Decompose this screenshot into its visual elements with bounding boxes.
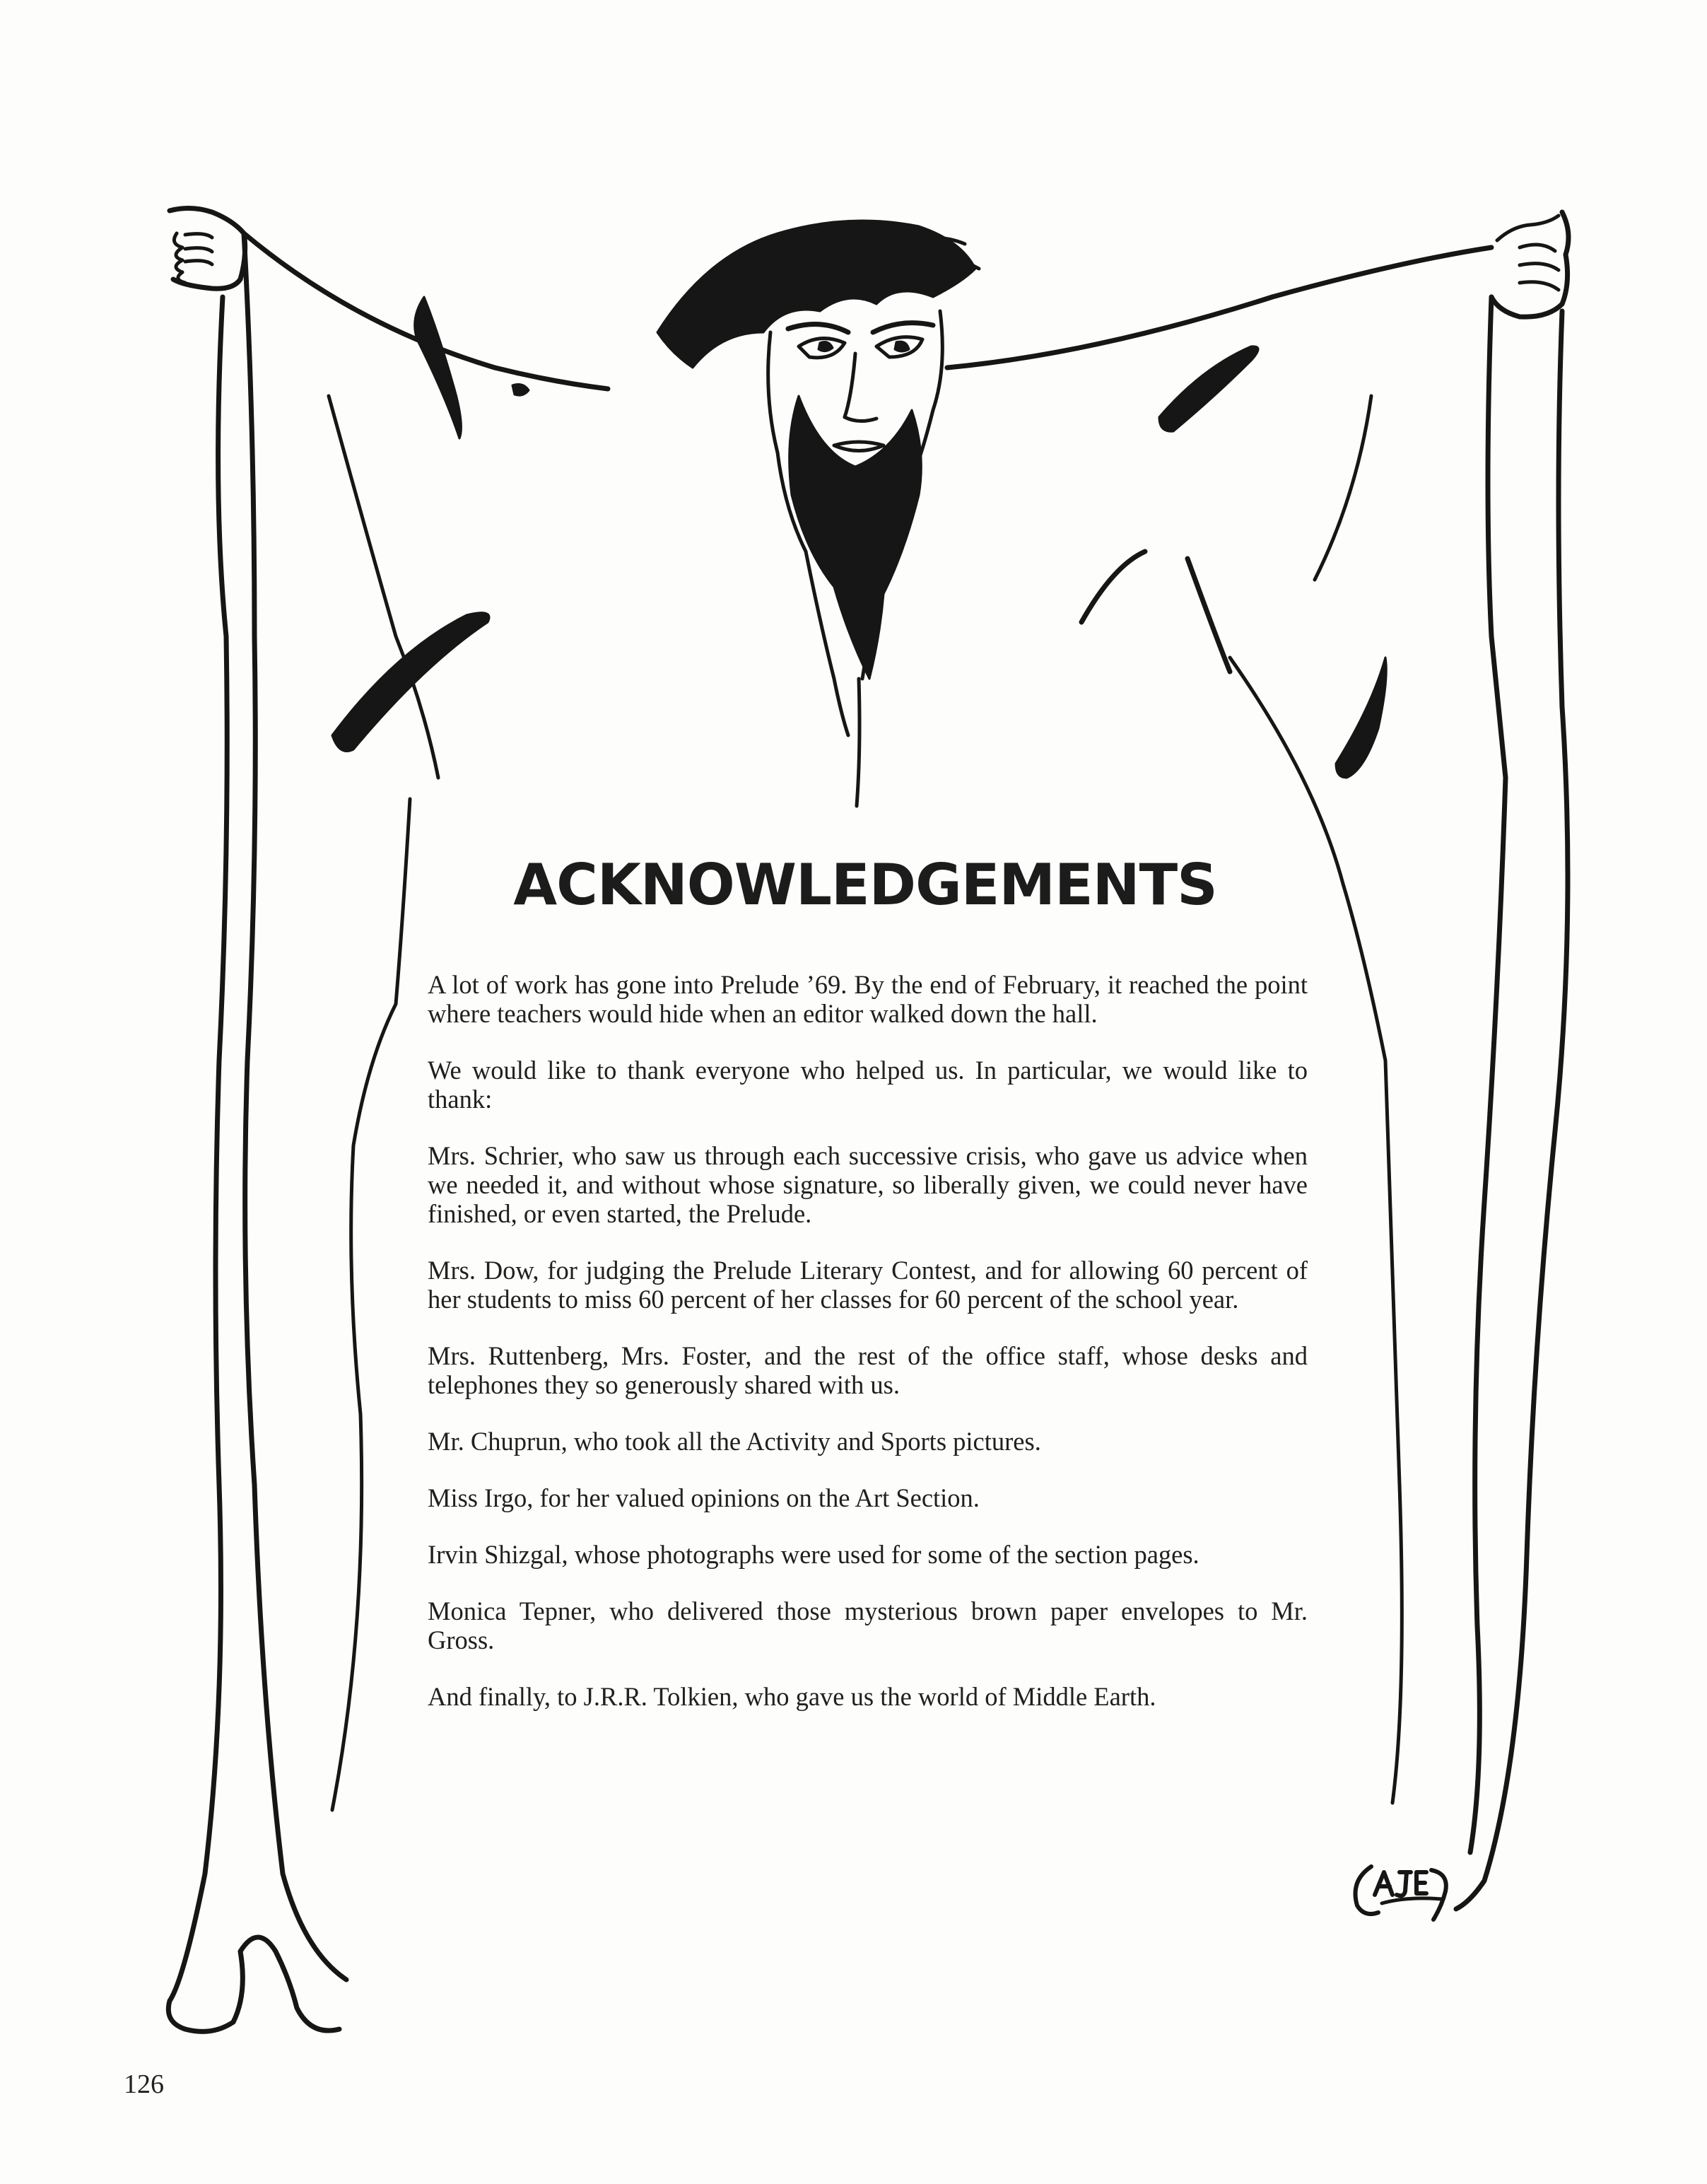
paragraph: Monica Tepner, who delivered those mysterious brown paper envelopes to Mr. Gross.	[428, 1596, 1308, 1654]
paragraph: Mrs. Schrier, who saw us through each successive crisis, who gave us advice when we needed it, and without whose signature, so liberally given, we could never have finished, or even started, the Prelude.	[428, 1141, 1308, 1228]
cloak-right-inner	[1470, 297, 1506, 1852]
left-hand-drawing	[170, 208, 245, 288]
cloak-shadow-right	[1159, 346, 1258, 431]
cloak-shadow-right-low	[1336, 658, 1386, 778]
paragraph: Miss Irgo, for her valued opinions on the Art Section.	[428, 1483, 980, 1512]
page-title: ACKNOWLEDGEMENTS	[513, 852, 1217, 918]
paragraph: Irvin Shizgal, whose photographs were used for some of the section pages.	[428, 1540, 1199, 1569]
paragraph: Mr. Chuprun, who took all the Activity and Sports pictures.	[428, 1427, 1041, 1456]
paragraph: Mrs. Dow, for judging the Prelude Literary Contest, and for allowing 60 percent of her students to miss 60 percent of her classes for 60 percent of the school year.	[428, 1256, 1308, 1314]
cloak-shadow-left	[415, 297, 462, 438]
paragraph: Mrs. Ruttenberg, Mrs. Foster, and the rest of the office staff, whose desks and telephones they so generously shared with us.	[428, 1341, 1308, 1399]
page-number: 126	[124, 2069, 164, 2099]
cloak-left-fold	[332, 799, 410, 1810]
acknowledgements-body	[428, 970, 1308, 1739]
paragraph: And finally, to J.R.R. Tolkien, who gave us the world of Middle Earth.	[428, 1682, 1156, 1711]
bearded-head-drawing	[657, 221, 979, 806]
right-shoulder-fold	[1187, 559, 1230, 672]
cloak-right-outer	[1456, 311, 1568, 1909]
cloak-left-inner	[244, 233, 346, 1980]
right-hand-drawing	[1491, 212, 1568, 317]
paragraph: A lot of work has gone into Prelude ’69. By the end of February, it reached the point where teachers would hide when an editor walked down the hall.	[428, 970, 1308, 1028]
cloak-right-upper-fold	[1315, 396, 1371, 580]
cloak-shadow-left-low	[332, 613, 489, 752]
cloak-mark	[512, 385, 529, 396]
right-fold-mid	[1081, 551, 1145, 622]
artist-signature	[1343, 1852, 1456, 1923]
paragraph: We would like to thank everyone who helped us. In particular, we would like to thank:	[428, 1056, 1308, 1114]
collar-line-right	[947, 247, 1491, 368]
